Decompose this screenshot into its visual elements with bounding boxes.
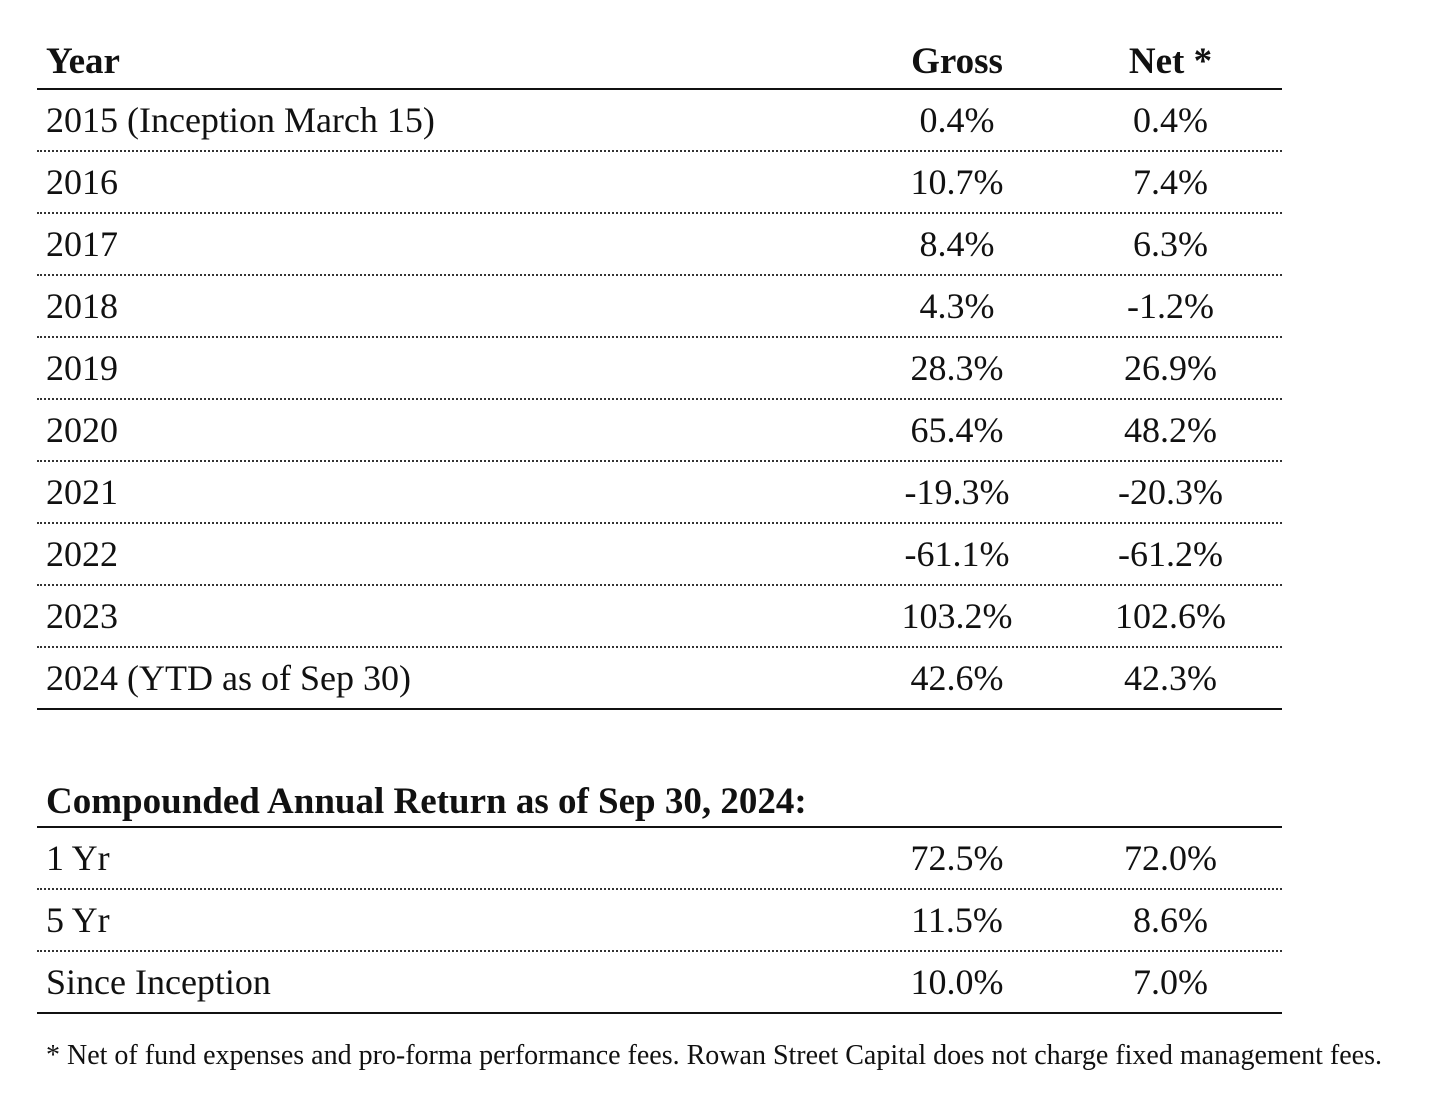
- gross-value: 72.5%: [910, 838, 1004, 878]
- net-header: Net *: [1128, 41, 1213, 82]
- gross-value: 28.3%: [910, 348, 1004, 388]
- net-value: 42.3%: [1124, 658, 1217, 698]
- row-label: 2015 (Inception March 15): [46, 100, 435, 140]
- gross-value: 11.5%: [911, 900, 1003, 940]
- table-row: [37, 648, 1282, 710]
- row-label: 2018: [46, 286, 118, 326]
- row-label: 2021: [46, 472, 118, 512]
- table-row: [37, 276, 1282, 338]
- table-row: [37, 828, 1282, 890]
- net-value: 7.4%: [1133, 162, 1208, 202]
- annual-returns-rows: [37, 90, 1282, 710]
- row-label: 2016: [46, 162, 118, 202]
- table-row: [37, 890, 1282, 952]
- row-label: 2020: [46, 410, 118, 450]
- net-value: -1.2%: [1127, 286, 1214, 326]
- net-value: -61.2%: [1118, 534, 1223, 574]
- row-label: Since Inception: [46, 962, 271, 1002]
- compounded-returns-rows: [37, 828, 1282, 1014]
- table-row: [37, 152, 1282, 214]
- row-label: 1 Yr: [46, 838, 110, 878]
- year-header: Year: [46, 41, 120, 82]
- row-label: 2023: [46, 596, 118, 636]
- gross-value: 0.4%: [919, 100, 995, 140]
- table-row: [37, 338, 1282, 400]
- table-row: [37, 586, 1282, 648]
- net-value: 26.9%: [1124, 348, 1217, 388]
- table-row: [37, 462, 1282, 524]
- gross-value: 42.6%: [910, 658, 1004, 698]
- net-value: 102.6%: [1115, 596, 1226, 636]
- compounded-title-row: [37, 770, 1282, 828]
- net-value: 8.6%: [1133, 900, 1208, 940]
- compounded-title: Compounded Annual Return as of Sep 30, 2024:: [46, 781, 807, 822]
- annual-returns-table: [37, 30, 1282, 710]
- net-value: 0.4%: [1133, 100, 1208, 140]
- row-label: 5 Yr: [46, 900, 110, 940]
- table-row: [37, 400, 1282, 462]
- table-row: [37, 952, 1282, 1014]
- net-value: 48.2%: [1124, 410, 1217, 450]
- table-header-row: [37, 30, 1282, 90]
- net-value: 6.3%: [1133, 224, 1208, 264]
- compounded-returns-table: [37, 770, 1282, 1014]
- gross-value: 4.3%: [919, 286, 995, 326]
- footnote: * Net of fund expenses and pro-forma performance fees. Rowan Street Capital does not charge fixed management fees.: [46, 1040, 1382, 1071]
- row-label: 2022: [46, 534, 118, 574]
- gross-value: 65.4%: [910, 410, 1004, 450]
- row-label: 2017: [46, 224, 118, 264]
- gross-value: 10.0%: [910, 962, 1004, 1002]
- row-label: 2024 (YTD as of Sep 30): [46, 658, 411, 698]
- gross-value: -19.3%: [904, 472, 1010, 512]
- table-row: [37, 214, 1282, 276]
- net-value: 7.0%: [1133, 962, 1208, 1002]
- gross-value: 10.7%: [910, 162, 1004, 202]
- net-value: -20.3%: [1118, 472, 1223, 512]
- row-label: 2019: [46, 348, 118, 388]
- gross-value: 8.4%: [919, 224, 995, 264]
- gross-header: Gross: [911, 41, 1003, 82]
- gross-value: 103.2%: [901, 596, 1013, 636]
- gross-value: -61.1%: [904, 534, 1010, 574]
- table-row: [37, 524, 1282, 586]
- net-value: 72.0%: [1124, 838, 1217, 878]
- table-row: [37, 90, 1282, 152]
